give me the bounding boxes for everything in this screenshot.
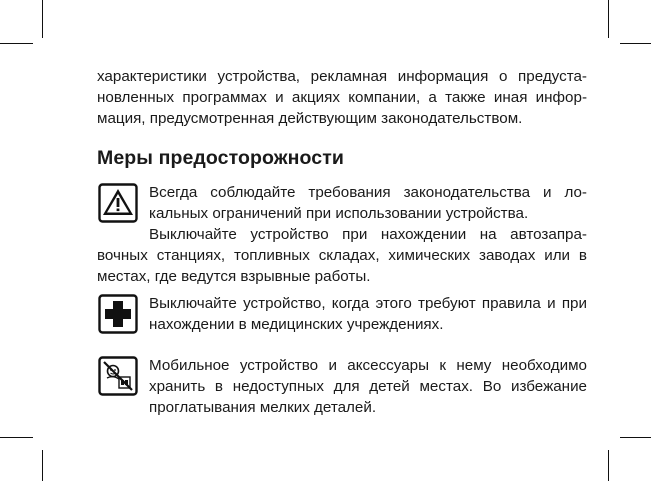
crop-mark — [0, 437, 33, 438]
precaution-text: Всегда соблюдайте требования законодательства и ло-кальных ограничений при использовании устройства. — [149, 184, 587, 222]
child-safety-icon — [98, 356, 138, 396]
crop-mark — [42, 0, 43, 38]
warning-triangle-icon — [98, 183, 138, 223]
crop-mark — [608, 450, 609, 481]
precaution-text: Выключайте устройство при нахождении на автозапра-вочных станциях, топливных складах, химических заводах или в местах, где ведутся взрывные работы. — [97, 226, 587, 285]
crop-mark — [42, 450, 43, 481]
precaution-text: Выключайте устройство, когда этого требуют правила и при нахождении в медицинских учреждениях. — [149, 295, 587, 333]
crop-mark — [620, 437, 651, 438]
crop-mark — [620, 43, 651, 44]
medical-cross-icon — [98, 294, 138, 334]
crop-mark — [608, 0, 609, 38]
crop-mark — [0, 43, 33, 44]
section-title: Меры предосторожности — [97, 147, 344, 169]
intro-paragraph: характеристики устройства, рекламная информация о предуста-новленных программах и акциях компании, а также иная инфор-мация, предусмотренная действующим законодательством. — [97, 68, 587, 127]
precaution-text: Мобильное устройство и аксессуары к нему необходимо хранить в недоступных для детей местах. Во избежание проглатывания мелких деталей. — [149, 357, 587, 416]
